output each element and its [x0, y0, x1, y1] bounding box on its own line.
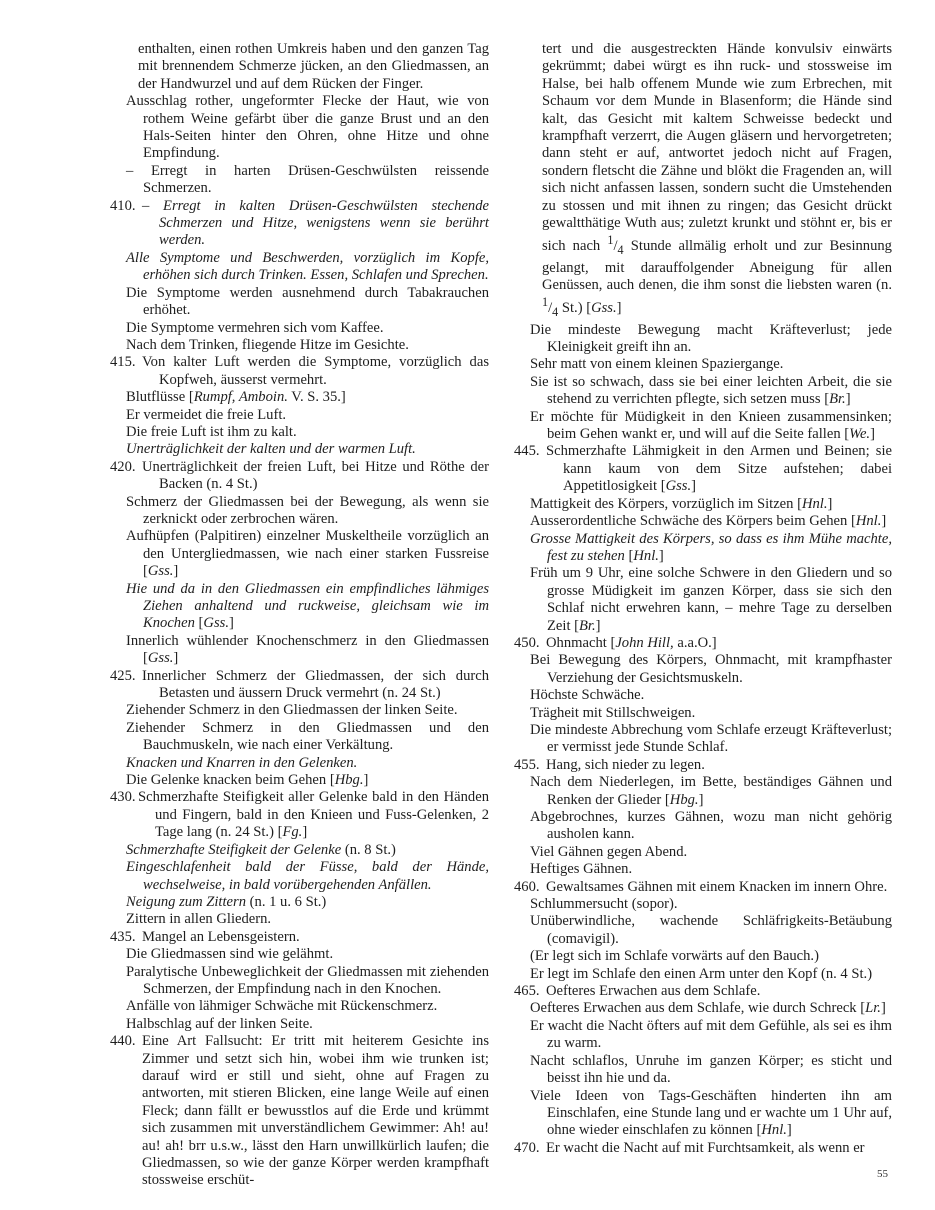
entry-group — [110, 93, 489, 197]
text: ] — [173, 650, 179, 667]
text: Früh um 9 Uhr, eine solche Schwere in den Gliedern und so grosse Müdigkeit im ganzen Körper, dass sie sich den Schlaf nicht erwehren kann, – mehre Tage zu derselben Zeit [ — [530, 565, 892, 634]
entry-line: Hang, sich nieder zu legen. — [546, 756, 705, 773]
text: ] — [616, 300, 622, 317]
entry-number: 410. — [110, 197, 136, 214]
source-ref: Gss. — [203, 615, 229, 632]
entry-continuation — [514, 41, 892, 322]
text: Nach dem Niederlegen, im Bette, beständiges Gähnen und Renken der Glieder [ — [530, 774, 892, 808]
source-ref: Hbg. — [334, 772, 364, 789]
entry-number: 465. — [514, 983, 540, 1000]
source-ref: Hnl. — [761, 1122, 787, 1139]
entry-line — [126, 581, 489, 633]
left-column — [110, 41, 489, 1190]
text: ] — [173, 563, 179, 580]
text: St.) [ — [561, 300, 592, 317]
entry-line: Unerträglichkeit der freien Luft, bei Hitze und Röthe der Backen (n. 4 St.) — [142, 458, 489, 493]
text: ] — [228, 615, 234, 632]
entry-line: Schlummersucht (sopor). — [530, 896, 678, 913]
entry-line: Halbschlag auf der linken Seite. — [126, 1015, 313, 1032]
entry-line: Mangel an Lebensgeistern. — [142, 928, 300, 945]
italic-text: Erregt in kalten Drüsen-Geschwülsten stechende Schmerzen und Hitze, wenigstens wenn sie berührt werden. — [159, 197, 489, 249]
entry-line: Eingeschlafenheit bald der Füsse, bald der Hände, wechselweise, in bald vorübergehenden Anfällen. — [126, 859, 489, 893]
text: Mattigkeit des Körpers, vorzüglich im Sitzen [ — [530, 495, 802, 512]
entry-430 — [110, 789, 489, 841]
entry-body — [546, 443, 892, 495]
entry-line: Er legt im Schlafe den einen Arm unter den Kopf (n. 4 St.) — [530, 965, 873, 982]
text: [ — [628, 547, 634, 564]
entry-body — [142, 668, 489, 703]
entry-group — [514, 1000, 892, 1139]
entry-line — [138, 789, 489, 841]
entry-line: Schmerz der Gliedmassen bei der Bewegung, als wenn sie zerknickt oder zerbrochen wären. — [126, 493, 489, 527]
entry-420 — [110, 459, 489, 494]
text: Die Gelenke knacken beim Gehen [ — [126, 772, 335, 789]
entry-line: Bei Bewegung des Körpers, Ohnmacht, mit krampfhaster Verziehung der Gesichtsmuskeln. — [530, 652, 892, 686]
entry-line: (Er legt sich im Schlafe vorwärts auf den Bauch.) — [530, 948, 819, 965]
entry-445 — [514, 443, 892, 495]
entry-line: Nacht schlaflos, Unruhe im ganzen Körper; es sticht und beisst ihn hie und da. — [530, 1052, 892, 1087]
entry-line: tert und die ausgestreckten Hände konvulsiv einwärts gekrümmt; dabei würgt es ihn ruck- und stossweise im Halse, bei halb offenem Munde wie zum Erbrechen, mit Schaum vor dem Munde in Blasenform; die Hände sind kalt, das Gesicht mit kaltem Schweisse bedeckt und krampfhaft verzerrt, die Augen gläsern und hervorgetreten; dann steht er auf, antwortet jedoch nicht auf Fragen, sondern fletscht die Zähne und blökt die Fragenden an, will sich nicht anfassen lassen, sondern sucht die Umstehenden zu stossen und mit ihnen zu ringen; das Gesicht drückt gewaltthätige Wuth aus; zuletzt krunkt und stöhnt er, bis er sich nach $^1/_4$ Stunde allmälig erholt und zur Besinnung gelangt, mit darauffolgender Abneigung für allen Genüssen, auch denen, die ihm sonst die liebsten waren (n. $^1/_4$ St.) [Gss.] — [542, 41, 892, 320]
entry-435 — [110, 929, 489, 946]
entry-line — [546, 443, 892, 495]
text: ] — [691, 478, 696, 495]
entry-line: Eine Art Fallsucht: Er tritt mit heiterem Gesichte ins Zimmer und setzt sich hin, wobei ihm wie trunken ist; darauf wird er still und sieht, ohne auf Fragen zu antworten, mit stieren Blicken, eine lange Weile auf einen Fleck; dann fällt er bewusstlos auf die Erde und krümmt sich zusammen mit unverständlichem Gewimmer: Ah! au! au! ah! brr u.s.w., lässt den Harn unwillkürlich laufen; die Gliedmassen, so wie der ganze Körper werden krampfhaft stossweise erschüt- — [142, 1033, 489, 1189]
entry-line — [126, 633, 489, 668]
entry-line: Nach dem Trinken, fliegende Hitze im Gesichte. — [126, 336, 409, 353]
entry-line: Unüberwindliche, wachende Schläfrigkeits-Betäubung (comavigil). — [530, 913, 892, 947]
entry-line: Heftiges Gähnen. — [530, 861, 633, 878]
entry-460 — [514, 879, 892, 896]
right-column — [514, 41, 892, 1157]
source-ref: Br. — [579, 617, 596, 634]
entry-body — [546, 635, 892, 652]
entry-group — [110, 494, 489, 668]
entry-415 — [110, 354, 489, 389]
entry-body — [546, 1140, 892, 1157]
entry-line: Die mindeste Bewegung macht Kräfteverlust; jede Kleinigkeit greift ihn an. — [530, 321, 892, 356]
entry-410 — [110, 198, 489, 250]
entry-number: 425. — [110, 667, 136, 684]
entry-line — [142, 198, 489, 250]
entry-line: Ziehender Schmerz in den Gliedmassen und den Bauchmuskeln, wie nach einer Verkältung. — [126, 719, 489, 754]
text: ] — [658, 547, 664, 564]
text: (n. 1 u. 6 St.) — [249, 893, 327, 910]
entry-group — [514, 896, 892, 983]
entry-body — [546, 879, 892, 896]
text: Oefteres Erwachen aus dem Schlafe, wie durch Schreck [ — [530, 1000, 866, 1017]
text: Schmerzhafte Lähmigkeit in den Armen und Beinen; sie kann kaum von dem Sitze aufstehen; dabei Appetitlosigkeit [ — [546, 443, 892, 495]
entry-number: 460. — [514, 878, 540, 895]
entry-line — [546, 635, 892, 652]
entry-body — [142, 929, 489, 946]
text: Schmerzhafte Steifigkeit aller Gelenke bald in den Händen und Fingern, bald in den Knieen und Fuss-Gelenken, 2 Tage lang (n. 24 St.) [ — [138, 789, 489, 841]
source-ref: John Hill, — [615, 634, 674, 651]
entry-number: 430. — [110, 789, 136, 806]
entry-line: Innerlicher Schmerz der Gliedmassen, der sich durch Betasten und äussern Druck vermehrt (n. 24 St.) — [142, 667, 489, 702]
entry-number: 470. — [514, 1139, 540, 1156]
text: Stunde allmälig erholt und zur Besinnung gelangt, mit darauffolgender Abneigung für allen Genüssen, auch denen, die ihm sonst die liebsten waren (n. — [542, 238, 892, 294]
text: ] — [827, 495, 833, 512]
entry-group — [110, 946, 489, 1033]
entry-line — [530, 409, 892, 444]
entry-line — [530, 496, 892, 513]
entry-line: Trägheit mit Stillschweigen. — [530, 704, 696, 721]
source-ref: Gss. — [147, 650, 174, 667]
entry-line: Die Symptome vermehren sich vom Kaffee. — [126, 319, 384, 336]
entry-line — [126, 772, 489, 789]
entry-number: 440. — [110, 1033, 136, 1050]
text: tert und die ausgestreckten Hände konvulsiv einwärts gekrümmt; dabei würgt es ihn ruck- und stossweise im Halse, bei halb offenem Munde wie zum Erbrechen, mit Schaum vor dem Munde in Blasenform; die Hände sind kalt, das Gesicht mit kaltem Schweisse bedeckt und krampfhaft verzerrt, die Augen gläsern und hervorgetreten; dann steht er auf, antwortet jedoch nicht auf Fragen, sondern fletscht die Zähne und blökt die Fragenden an, will sich nicht anfassen lassen, sondern sucht die Umstehenden zu stossen und mit ihnen zu ringen; das Gesicht drückt gewaltthätige Wuth aus; zuletzt krunkt und stöhnt er, bis er sich nach — [542, 41, 892, 255]
entry-line — [126, 842, 489, 859]
entry-450 — [514, 635, 892, 652]
entry-number: 455. — [514, 756, 540, 773]
page-number: 55 — [877, 1168, 888, 1180]
source-ref: We. — [849, 426, 871, 443]
entry-line: Er vermeidet die freie Luft. — [126, 406, 287, 423]
text: Viele Ideen von Tags-Geschäften hinderten ihn am Einschlafen, eine Stunde lang und er wachte um 1 Uhr auf, ohne wieder einschlafen zu können [ — [530, 1087, 892, 1139]
entry-line: Anfälle von lähmiger Schwäche mit Rückenschmerz. — [126, 998, 438, 1015]
text: Sie ist so schwach, dass sie bei einer leichten Arbeit, die sie stehend zu verrichten pflegte, sich setzen muss [ — [530, 373, 892, 408]
entry-continuation — [110, 41, 489, 93]
source-ref: Hnl. — [633, 547, 659, 564]
source-ref: Gss. — [665, 478, 692, 495]
source-ref: Hbg. — [669, 791, 699, 808]
entry-number: 435. — [110, 928, 136, 945]
source-ref: Rumpf, Amboin. — [193, 389, 288, 406]
entry-line: Die freie Luft ist ihm zu kalt. — [126, 423, 297, 440]
text: ] — [786, 1122, 792, 1139]
entry-body — [142, 198, 489, 250]
entry-line: Paralytische Unbeweglichkeit der Gliedmassen mit ziehenden Schmerzen, der Empfindung nach in den Knochen. — [126, 963, 489, 997]
source-ref: Lr. — [865, 1000, 881, 1017]
entry-line: Er wacht die Nacht öfters auf mit dem Gefühle, als sei es ihm zu warm. — [530, 1017, 892, 1052]
entry-line: Knacken und Knarren in den Gelenken. — [126, 754, 358, 771]
entry-470 — [514, 1140, 892, 1157]
entry-line: Von kalter Luft werden die Symptome, vorzüglich das Kopfweh, äusserst vermehrt. — [142, 354, 489, 388]
text: ] — [845, 391, 851, 408]
text: (n. 8 St.) — [344, 841, 396, 858]
entry-group — [514, 774, 892, 878]
entry-line — [530, 513, 892, 530]
entry-group — [110, 250, 489, 354]
entry-line: Gewaltsames Gähnen mit einem Knacken im innern Ohre. — [546, 878, 888, 895]
italic-text: Schmerzhafte Steifigkeit der Gelenke — [126, 841, 342, 858]
entry-number: 450. — [514, 634, 540, 651]
entry-line — [126, 528, 489, 580]
source-ref: Br. — [829, 391, 846, 408]
text: ] — [595, 617, 601, 634]
source-ref: Hnl. — [801, 495, 828, 512]
text: ] — [880, 1000, 886, 1017]
entry-line — [530, 1000, 892, 1017]
entry-440 — [110, 1033, 489, 1190]
entry-line: Höchste Schwäche. — [530, 687, 645, 704]
text: ] — [363, 772, 369, 789]
text: Aufhüpfen (Palpitiren) einzelner Muskeltheile vorzüglich an den Untergliedmassen, wie nach einer starken Fussreise [ — [126, 528, 489, 580]
italic-text: Hie und da in den Gliedmassen ein empfindliches lähmiges Ziehen anhaltend und ruckweise, gleichsam wie im Knochen — [126, 580, 489, 632]
entry-body — [546, 757, 892, 774]
entry-line: Er wacht die Nacht auf mit Furchtsamkeit, als wenn er — [546, 1139, 865, 1156]
italic-text: Grosse Mattigkeit des Körpers, so dass es ihm Mühe machte, fest zu stehen — [530, 530, 892, 564]
entry-line: Ausschlag rother, ungeformter Flecke der Haut, wie von rothem Weine gefärbt über die ganze Brust und an den Hals-Seiten hinter den Ohren, ohne Hitze und ohne Empfindung. — [126, 93, 489, 162]
entry-body — [142, 459, 489, 494]
fraction-numerator: 1 — [542, 295, 549, 310]
entry-line — [126, 389, 489, 406]
source-ref: Gss. — [147, 563, 174, 580]
italic-text: Neigung zum Zittern — [126, 893, 246, 910]
entry-line: Abgebrochnes, kurzes Gähnen, wozu man nicht gehörig ausholen kann. — [530, 809, 892, 843]
entry-425 — [110, 668, 489, 703]
entry-line — [530, 374, 892, 409]
fraction-numerator: 1 — [607, 233, 614, 248]
text: [ — [198, 615, 204, 632]
entry-group — [110, 842, 489, 929]
entry-line: enthalten, einen rothen Umkreis haben und den ganzen Tag mit brennendem Schmerze jücken, an den Gliedmassen, an der Handwurzel und auf dem Rücken der Finger. — [138, 41, 489, 92]
entry-number: 445. — [514, 443, 540, 460]
text: ] — [302, 824, 308, 841]
text: Ohnmacht [ — [546, 634, 616, 651]
entry-line: Die Symptome werden ausnehmend durch Tabakrauchen erhöhet. — [126, 284, 489, 319]
entry-line: Alle Symptome und Beschwerden, vorzüglich im Kopfe, erhöhen sich durch Trinken. Essen, Schlafen und Sprechen. — [126, 249, 489, 284]
dash: – — [142, 197, 150, 214]
entry-line — [530, 1088, 892, 1140]
text: ] — [698, 791, 704, 808]
entry-line: Zittern in allen Gliedern. — [126, 911, 272, 928]
entry-line: Unerträglichkeit der kalten und der warmen Luft. — [126, 441, 416, 458]
entry-line — [530, 774, 892, 809]
entry-body — [138, 789, 489, 841]
entry-group — [514, 496, 892, 635]
entry-line: Viel Gähnen gegen Abend. — [530, 843, 688, 860]
entry-body — [142, 1033, 489, 1190]
text: a.a.O.] — [677, 634, 717, 651]
entry-group — [514, 652, 892, 756]
entry-455 — [514, 757, 892, 774]
text: ] — [870, 426, 875, 443]
source-ref: Gss. — [591, 300, 617, 317]
text: Blutflüsse [ — [126, 389, 194, 406]
entry-line — [126, 894, 489, 911]
entry-line: Die Gliedmassen sind wie gelähmt. — [126, 946, 334, 963]
entry-group — [514, 322, 892, 444]
fraction-denominator: 4 — [617, 243, 624, 258]
text: Er möchte für Müdigkeit in den Knieen zusammensinken; beim Gehen wankt er, und will auf die Seite fallen [ — [530, 408, 892, 443]
entry-body — [142, 354, 489, 389]
entry-number: 420. — [110, 458, 136, 475]
text: ] — [881, 513, 887, 530]
source-ref: Hnl. — [855, 513, 882, 530]
entry-line — [530, 531, 892, 566]
fraction-denominator: 4 — [552, 305, 559, 320]
entry-number: 415. — [110, 354, 136, 371]
entry-group — [110, 389, 489, 459]
entry-line — [530, 565, 892, 635]
entry-line: Die mindeste Abbrechung vom Schlafe erzeugt Kräfteverlust; er vermisst jede Stunde Schlaf. — [530, 721, 892, 756]
text: Innerlich wühlender Knochenschmerz in den Gliedmassen [ — [126, 632, 489, 667]
entry-group — [110, 702, 489, 789]
entry-body — [546, 983, 892, 1000]
source-ref: Fg. — [282, 824, 303, 841]
entry-line: Ziehender Schmerz in den Gliedmassen der linken Seite. — [126, 702, 458, 719]
entry-465 — [514, 983, 892, 1000]
entry-line: Oefteres Erwachen aus dem Schlafe. — [546, 983, 761, 1000]
entry-line: Sehr matt von einem kleinen Spaziergange. — [530, 356, 784, 373]
entry-line: – Erregt in harten Drüsen-Geschwülsten reissende Schmerzen. — [126, 162, 489, 197]
text: Ausserordentliche Schwäche des Körpers beim Gehen [ — [530, 513, 856, 530]
text: V. S. 35.] — [291, 389, 346, 406]
